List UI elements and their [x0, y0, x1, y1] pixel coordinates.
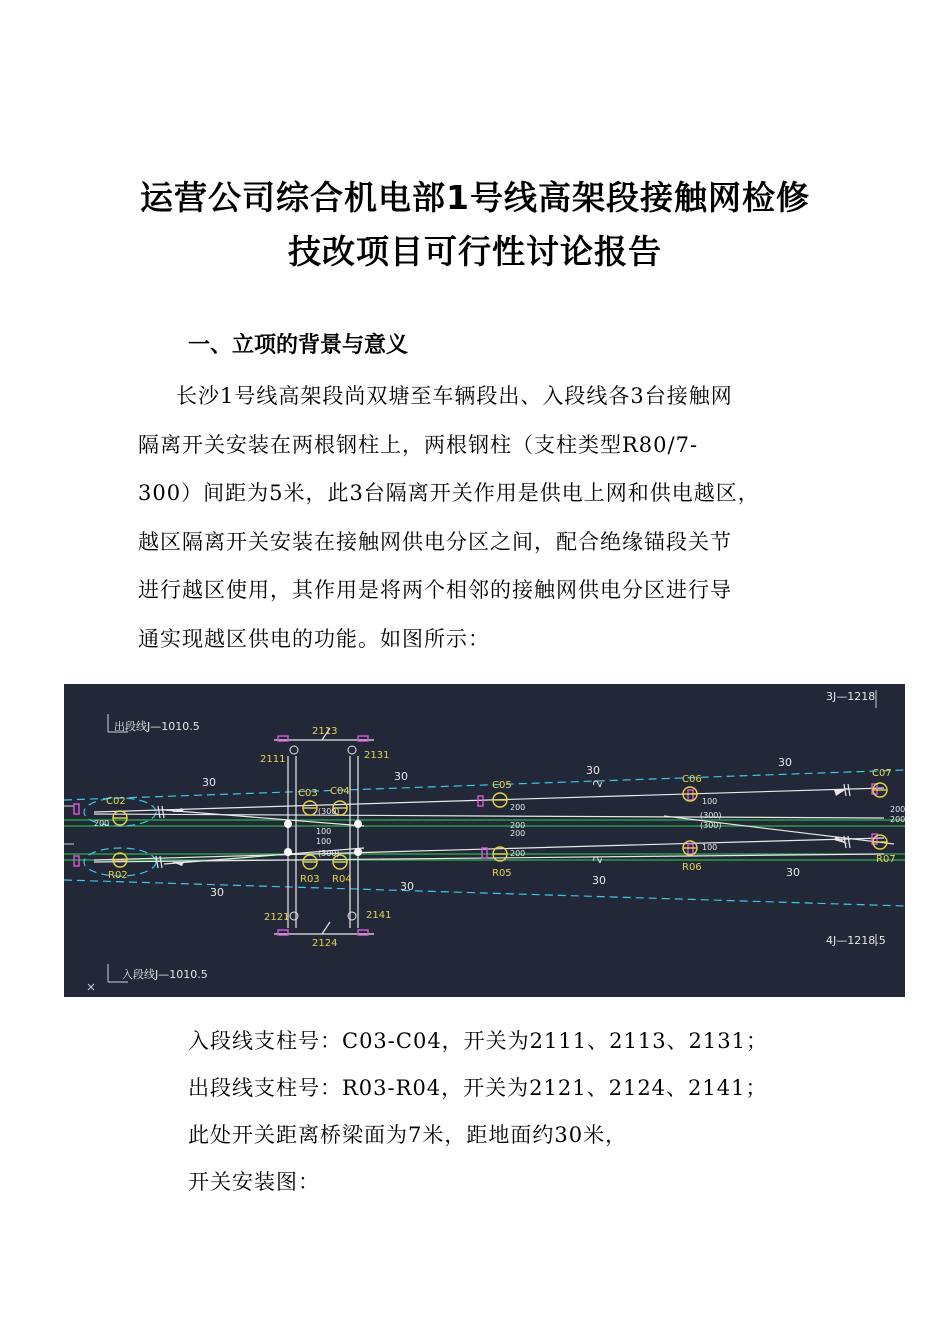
label-r06: R06 — [682, 862, 702, 873]
paragraph-line: 越区隔离开关安装在接触网供电分区之间，配合绝缘锚段关节 — [138, 529, 732, 554]
stagger-label: 200 — [510, 821, 526, 830]
document-title-line-2: 技改项目可行性讨论报告 — [288, 232, 662, 271]
stagger-label: (300) — [700, 811, 722, 820]
span-label: 30 — [786, 866, 800, 879]
paragraph-line: 进行越区使用，其作用是将两个相邻的接触网供电分区进行导 — [138, 578, 732, 602]
background-paragraph — [138, 372, 858, 663]
label-c06: C06 — [682, 774, 702, 785]
span-label: 30 — [778, 756, 792, 769]
label-sw2121: 2121 — [264, 912, 290, 923]
span-label: 30 — [394, 770, 408, 783]
stagger-label: 200 — [510, 829, 526, 838]
stagger-label: 100 — [316, 827, 332, 836]
stagger-label: (300) — [318, 849, 340, 858]
label-r05: R05 — [492, 868, 512, 879]
stagger-label: 200 — [510, 849, 526, 858]
paragraph-line: 长沙1号线高架段尚双塘至车辆段出、入段线各3台接触网 — [176, 384, 733, 408]
stagger-label: (300) — [318, 807, 340, 816]
label-sw2131: 2131 — [364, 750, 390, 761]
label-right-top: 3J—1218 — [826, 690, 876, 703]
label-c02: C02 — [106, 796, 126, 807]
note-line: 入段线支柱号：C03-C04，开关为2111、2113、2131； — [188, 1029, 769, 1053]
stagger-label: 200 — [890, 805, 905, 814]
section-heading: 一、立项的背景与意义 — [188, 333, 409, 358]
label-left-bottom: 入段线J—1010.5 — [122, 968, 208, 981]
span-label: 30 — [400, 880, 414, 893]
offset-label: 2 — [590, 778, 606, 790]
label-sw2124: 2124 — [312, 938, 338, 949]
label-c03: C03 — [298, 788, 318, 799]
stagger-label: 100 — [702, 797, 718, 806]
paragraph-line: 300）间距为5米，此3台隔离开关作用是供电上网和供电越区， — [138, 481, 760, 505]
label-r03: R03 — [300, 874, 320, 885]
label-sw2141: 2141 — [366, 910, 392, 921]
label-r02: R02 — [108, 870, 128, 881]
note-line: 开关安装图： — [188, 1170, 320, 1194]
paragraph-line: 隔离开关安装在两根钢柱上，两根钢柱（支柱类型R80/7- — [138, 432, 699, 457]
label-sw2111: 2111 — [260, 754, 286, 765]
stagger-label: 200 — [890, 815, 905, 824]
offset-label: 2 — [590, 854, 606, 866]
label-sw2113: 2113 — [312, 726, 338, 737]
catenary-layout-diagram — [64, 684, 905, 997]
stagger-label: 200 — [94, 819, 110, 828]
label-c07: C07 — [872, 768, 892, 779]
note-line: 出段线支柱号：R03-R04，开关为2121、2124、2141； — [188, 1076, 768, 1100]
span-label: 30 — [202, 776, 216, 789]
label-r07: R07 — [876, 854, 896, 865]
span-label: 30 — [592, 874, 606, 887]
paragraph-line: 通实现越区供电的功能。如图所示： — [138, 626, 490, 651]
label-right-bottom: 4J—1218.5 — [826, 934, 886, 947]
span-label: 30 — [210, 886, 224, 899]
cad-drawing — [64, 684, 905, 997]
note-line: 此处开关距离桥梁面为7米，距地面约30米， — [188, 1123, 628, 1147]
stagger-label: 100 — [316, 837, 332, 846]
stagger-label: 100 — [702, 843, 718, 852]
stagger-label: (300) — [700, 821, 722, 830]
label-c05: C05 — [492, 780, 512, 791]
span-label: 30 — [586, 764, 600, 777]
document-title-line-1: 运营公司综合机电部1号线高架段接触网检修 — [140, 178, 810, 217]
stagger-label: 200 — [510, 803, 526, 812]
label-left-top: 出段线J—1010.5 — [114, 720, 200, 733]
label-r04: R04 — [332, 874, 352, 885]
label-c04: C04 — [330, 786, 350, 797]
switch-notes — [188, 1018, 768, 1206]
